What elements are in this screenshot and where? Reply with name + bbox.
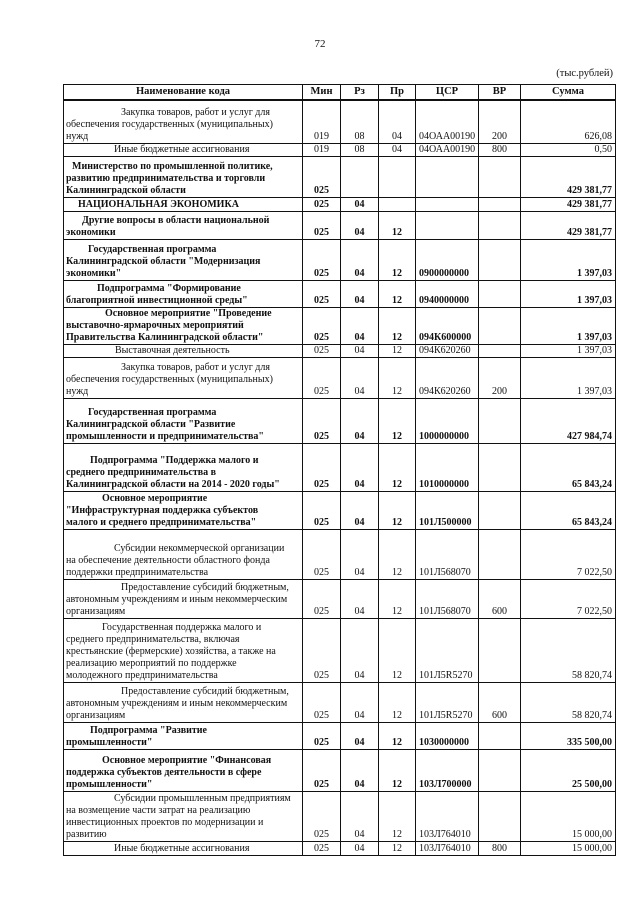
cell-vr — [479, 399, 521, 444]
cell-pr: 12 — [379, 530, 416, 580]
cell-vr — [479, 198, 521, 212]
cell-sum: 58 820,74 — [521, 619, 616, 683]
cell-vr: 200 — [479, 358, 521, 399]
cell-min: 025 — [303, 399, 341, 444]
cell-rz: 04 — [341, 580, 379, 619]
cell-vr: 800 — [479, 842, 521, 856]
cell-name: Иные бюджетные ассигнования — [64, 842, 303, 856]
cell-name: Закупка товаров, работ и услуг для обеспечения государственных (муниципальных) нужд — [64, 100, 303, 144]
cell-sum: 429 381,77 — [521, 157, 616, 198]
cell-rz: 04 — [341, 619, 379, 683]
cell-name: Основное мероприятие "Инфраструктурная поддержка субъектов малого и среднего предпринимательства" — [64, 492, 303, 530]
cell-rz: 08 — [341, 100, 379, 144]
cell-sum: 335 500,00 — [521, 723, 616, 750]
cell-pr: 12 — [379, 683, 416, 723]
cell-pr: 12 — [379, 580, 416, 619]
cell-csr — [416, 198, 479, 212]
cell-pr: 12 — [379, 492, 416, 530]
cell-csr: 101Л568070 — [416, 530, 479, 580]
table-row — [64, 580, 616, 619]
table-row — [64, 100, 616, 144]
cell-rz: 04 — [341, 240, 379, 281]
cell-sum: 1 397,03 — [521, 281, 616, 308]
cell-name: Подпрограмма "Развитие промышленности" — [64, 723, 303, 750]
header-rz: Рз — [341, 85, 379, 100]
cell-name: Другие вопросы в области национальной экономики — [64, 212, 303, 240]
table-row — [64, 281, 616, 308]
cell-vr: 200 — [479, 100, 521, 144]
cell-csr: 103Л764010 — [416, 842, 479, 856]
table-row — [64, 683, 616, 723]
cell-pr: 12 — [379, 723, 416, 750]
table-header-row — [64, 85, 616, 100]
cell-rz: 04 — [341, 444, 379, 492]
cell-min: 025 — [303, 198, 341, 212]
cell-csr: 04ОАА00190 — [416, 144, 479, 157]
cell-name: Государственная поддержка малого и среднего предпринимательства, включая крестьянские (фермерские) хозяйства, а также на реализацию мероприятий по поддержке молодежного предпринимательства — [64, 619, 303, 683]
cell-name: Основное мероприятие "Финансовая поддержка субъектов деятельности в сфере промышленности" — [64, 750, 303, 792]
cell-sum: 15 000,00 — [521, 792, 616, 842]
header-min: Мин — [303, 85, 341, 100]
cell-rz — [341, 157, 379, 198]
cell-csr: 094К620260 — [416, 345, 479, 358]
cell-sum: 429 381,77 — [521, 212, 616, 240]
cell-vr — [479, 530, 521, 580]
cell-name: Подпрограмма "Формирование благоприятной инвестиционной среды" — [64, 281, 303, 308]
table-row — [64, 619, 616, 683]
table-row — [64, 144, 616, 157]
cell-pr: 12 — [379, 240, 416, 281]
cell-csr: 1000000000 — [416, 399, 479, 444]
cell-name: Предоставление субсидий бюджетным, автономным учреждениям и иным некоммерческим организациям — [64, 580, 303, 619]
cell-csr: 101Л5R5270 — [416, 683, 479, 723]
cell-vr — [479, 750, 521, 792]
cell-rz: 04 — [341, 792, 379, 842]
cell-sum: 1 397,03 — [521, 308, 616, 345]
table-row — [64, 444, 616, 492]
cell-vr — [479, 345, 521, 358]
cell-name: Предоставление субсидий бюджетным, автономным учреждениям и иным некоммерческим организациям — [64, 683, 303, 723]
cell-name: Государственная программа Калининградской области "Развитие промышленности и предпринимательства" — [64, 399, 303, 444]
cell-pr: 12 — [379, 345, 416, 358]
cell-vr — [479, 723, 521, 750]
cell-name: Министерство по промышленной политике, развитию предпринимательства и торговли Калининградской области — [64, 157, 303, 198]
cell-csr: 0900000000 — [416, 240, 479, 281]
cell-min: 025 — [303, 492, 341, 530]
cell-min: 025 — [303, 723, 341, 750]
cell-name: Иные бюджетные ассигнования — [64, 144, 303, 157]
header-name: Наименование кода — [64, 85, 303, 100]
units-label: (тыс.рублей) — [556, 68, 613, 79]
cell-rz: 04 — [341, 198, 379, 212]
cell-sum: 1 397,03 — [521, 358, 616, 399]
cell-min: 025 — [303, 345, 341, 358]
cell-name: Выставочная деятельность — [64, 345, 303, 358]
cell-vr: 800 — [479, 144, 521, 157]
cell-csr: 0940000000 — [416, 281, 479, 308]
cell-csr: 101Л500000 — [416, 492, 479, 530]
cell-rz: 04 — [341, 358, 379, 399]
cell-pr: 12 — [379, 281, 416, 308]
cell-vr — [479, 619, 521, 683]
table-row — [64, 198, 616, 212]
cell-csr — [416, 212, 479, 240]
cell-rz: 04 — [341, 345, 379, 358]
cell-csr: 103Л700000 — [416, 750, 479, 792]
cell-rz: 08 — [341, 144, 379, 157]
cell-min: 025 — [303, 683, 341, 723]
cell-name: Закупка товаров, работ и услуг для обеспечения государственных (муниципальных) нужд — [64, 358, 303, 399]
cell-vr — [479, 308, 521, 345]
cell-rz: 04 — [341, 308, 379, 345]
cell-rz: 04 — [341, 750, 379, 792]
cell-pr: 04 — [379, 100, 416, 144]
cell-sum: 25 500,00 — [521, 750, 616, 792]
cell-name: Субсидии некоммерческой организации на обеспечение деятельности областного фонда поддержки предпринимательства — [64, 530, 303, 580]
cell-min: 025 — [303, 308, 341, 345]
cell-vr — [479, 240, 521, 281]
cell-pr: 12 — [379, 619, 416, 683]
cell-csr: 094К620260 — [416, 358, 479, 399]
table-row — [64, 792, 616, 842]
budget-table — [63, 84, 616, 856]
cell-name: Государственная программа Калининградской области "Модернизация экономики" — [64, 240, 303, 281]
cell-pr: 12 — [379, 212, 416, 240]
cell-pr: 12 — [379, 444, 416, 492]
cell-min: 025 — [303, 240, 341, 281]
cell-pr — [379, 198, 416, 212]
header-sum: Сумма — [521, 85, 616, 100]
cell-name: НАЦИОНАЛЬНАЯ ЭКОНОМИКА — [64, 198, 303, 212]
cell-min: 025 — [303, 750, 341, 792]
cell-min: 025 — [303, 358, 341, 399]
cell-sum: 65 843,24 — [521, 444, 616, 492]
table-row — [64, 750, 616, 792]
cell-min: 019 — [303, 144, 341, 157]
table-row — [64, 308, 616, 345]
cell-csr: 103Л764010 — [416, 792, 479, 842]
header-csr: ЦСР — [416, 85, 479, 100]
cell-name: Основное мероприятие "Проведение выставочно-ярмарочных мероприятий Правительства Калининградской области" — [64, 308, 303, 345]
cell-min: 019 — [303, 100, 341, 144]
cell-sum: 1 397,03 — [521, 240, 616, 281]
header-vr: ВР — [479, 85, 521, 100]
cell-csr: 094К600000 — [416, 308, 479, 345]
cell-sum: 7 022,50 — [521, 580, 616, 619]
cell-sum: 58 820,74 — [521, 683, 616, 723]
cell-min: 025 — [303, 530, 341, 580]
cell-vr — [479, 281, 521, 308]
cell-pr — [379, 157, 416, 198]
cell-rz: 04 — [341, 842, 379, 856]
cell-pr: 12 — [379, 399, 416, 444]
cell-rz: 04 — [341, 492, 379, 530]
cell-csr: 101Л568070 — [416, 580, 479, 619]
page-number: 72 — [314, 38, 326, 50]
cell-min: 025 — [303, 619, 341, 683]
cell-pr: 12 — [379, 358, 416, 399]
cell-rz: 04 — [341, 281, 379, 308]
cell-min: 025 — [303, 842, 341, 856]
header-pr: Пр — [379, 85, 416, 100]
cell-csr: 04ОАА00190 — [416, 100, 479, 144]
cell-vr — [479, 792, 521, 842]
cell-rz: 04 — [341, 683, 379, 723]
table-row — [64, 530, 616, 580]
cell-vr — [479, 157, 521, 198]
cell-rz: 04 — [341, 212, 379, 240]
table-row — [64, 212, 616, 240]
table-row — [64, 492, 616, 530]
cell-rz: 04 — [341, 399, 379, 444]
cell-name: Подпрограмма "Поддержка малого и среднего предпринимательства в Калининградской области на 2014 - 2020 годы" — [64, 444, 303, 492]
cell-min: 025 — [303, 580, 341, 619]
cell-csr: 101Л5R5270 — [416, 619, 479, 683]
table-row — [64, 723, 616, 750]
cell-vr — [479, 444, 521, 492]
table-row — [64, 842, 616, 856]
cell-rz: 04 — [341, 723, 379, 750]
cell-rz: 04 — [341, 530, 379, 580]
table-row — [64, 157, 616, 198]
cell-sum: 427 984,74 — [521, 399, 616, 444]
table-row — [64, 358, 616, 399]
cell-sum: 0,50 — [521, 144, 616, 157]
cell-sum: 7 022,50 — [521, 530, 616, 580]
cell-min: 025 — [303, 444, 341, 492]
cell-pr: 04 — [379, 144, 416, 157]
cell-sum: 626,08 — [521, 100, 616, 144]
cell-name: Субсидии промышленным предприятиям на возмещение части затрат на реализацию инвестиционных проектов по модернизации и развитию — [64, 792, 303, 842]
cell-pr: 12 — [379, 750, 416, 792]
cell-sum: 15 000,00 — [521, 842, 616, 856]
cell-pr: 12 — [379, 308, 416, 345]
table-row — [64, 345, 616, 358]
cell-min: 025 — [303, 792, 341, 842]
cell-min: 025 — [303, 212, 341, 240]
cell-pr: 12 — [379, 792, 416, 842]
cell-vr: 600 — [479, 580, 521, 619]
cell-vr — [479, 212, 521, 240]
table-row — [64, 399, 616, 444]
cell-sum: 429 381,77 — [521, 198, 616, 212]
cell-pr: 12 — [379, 842, 416, 856]
cell-vr — [479, 492, 521, 530]
cell-csr: 1030000000 — [416, 723, 479, 750]
table-row — [64, 240, 616, 281]
cell-sum: 65 843,24 — [521, 492, 616, 530]
cell-vr: 600 — [479, 683, 521, 723]
cell-sum: 1 397,03 — [521, 345, 616, 358]
cell-min: 025 — [303, 157, 341, 198]
cell-csr: 1010000000 — [416, 444, 479, 492]
cell-csr — [416, 157, 479, 198]
cell-min: 025 — [303, 281, 341, 308]
